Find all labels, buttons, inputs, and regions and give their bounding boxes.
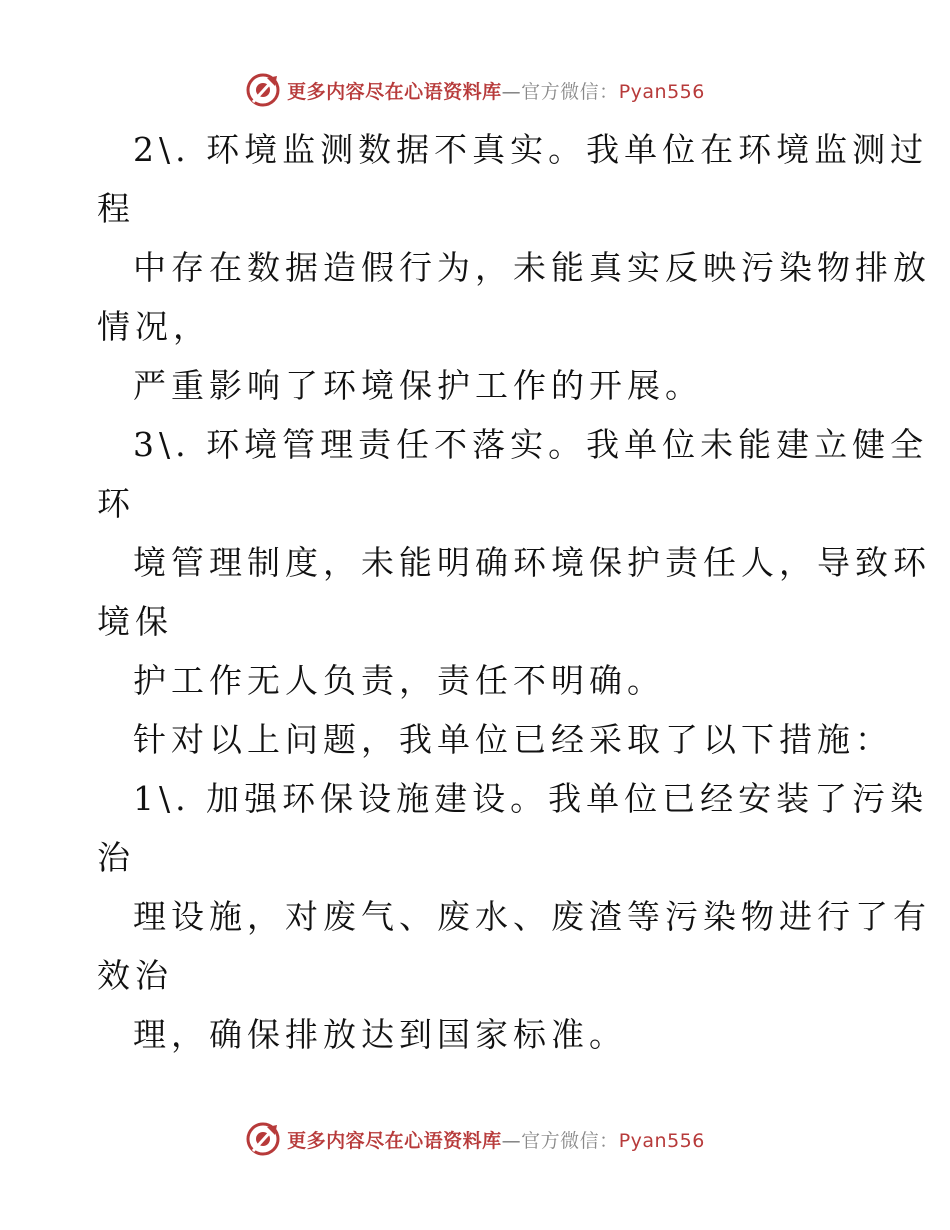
text-line: 环 — [97, 484, 135, 523]
text-line: 效治 — [97, 956, 173, 995]
text-line: 理设施，对废气、废水、废渣等污染物进行了有 — [133, 897, 931, 936]
text-line: 程 — [97, 189, 135, 228]
brand-logo-icon — [245, 72, 281, 108]
watermark-wechat-label: 官方微信： — [521, 80, 619, 103]
watermark-separator: — — [501, 1129, 522, 1152]
text-line: 中存在数据造假行为，未能真实反映污染物排放 — [133, 248, 931, 287]
watermark-wechat-id: Pyan556 — [618, 1129, 705, 1152]
text-line: 3\. 环境管理责任不落实。我单位未能建立健全 — [133, 425, 929, 464]
document-body — [0, 120, 950, 1064]
watermark-separator: — — [501, 80, 522, 103]
brand-logo-icon — [245, 1121, 281, 1157]
footer-watermark — [0, 1119, 950, 1159]
text-line: 境保 — [97, 602, 173, 641]
watermark-wechat-label: 官方微信： — [521, 1129, 619, 1152]
watermark-wechat-id: Pyan556 — [618, 80, 705, 103]
text-line: 严重影响了环境保护工作的开展。 — [133, 366, 703, 405]
header-watermark — [0, 70, 950, 110]
text-line: 针对以上问题，我单位已经采取了以下措施： — [133, 720, 893, 759]
text-line: 理，确保排放达到国家标准。 — [133, 1015, 627, 1054]
text-line: 境管理制度，未能明确环境保护责任人，导致环 — [133, 543, 931, 582]
watermark-title: 更多内容尽在心语资料库 — [287, 1129, 502, 1152]
text-line: 护工作无人负责，责任不明确。 — [133, 661, 665, 700]
text-line: 治 — [97, 838, 135, 877]
text-line: 2\. 环境监测数据不真实。我单位在环境监测过 — [133, 130, 929, 169]
text-line: 1\. 加强环保设施建设。我单位已经安装了污染 — [133, 779, 929, 818]
watermark-title: 更多内容尽在心语资料库 — [287, 80, 502, 103]
text-line: 情况， — [97, 307, 211, 346]
